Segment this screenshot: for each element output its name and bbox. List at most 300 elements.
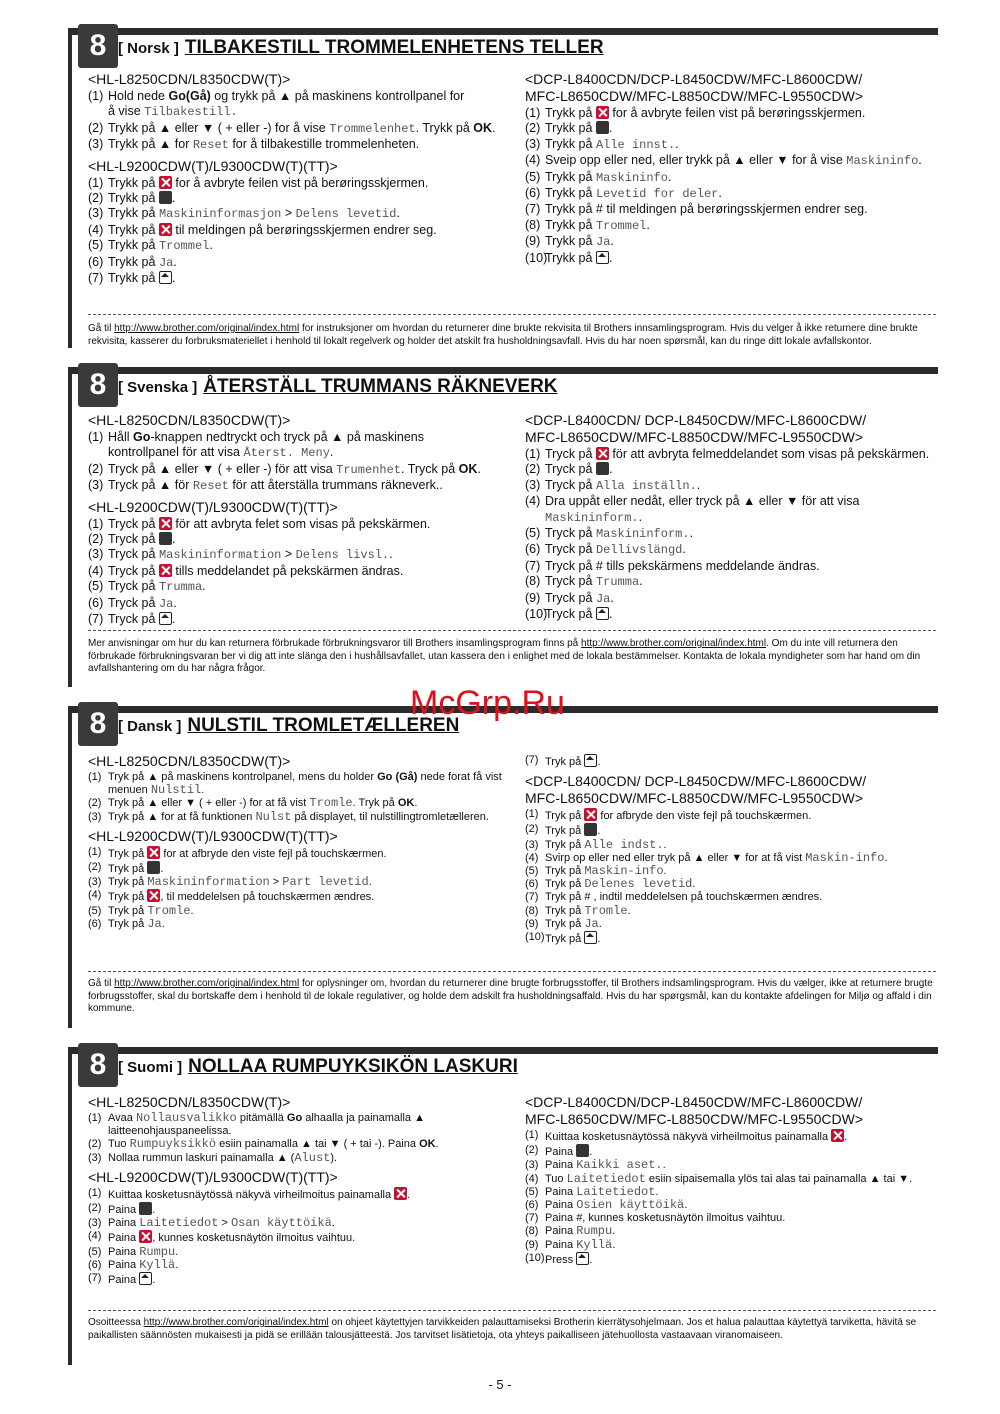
home-icon	[576, 1252, 589, 1265]
recycling-text: for instruksjoner om hvordan du returnerer dine brukte rekvisita til Brothers innsamlingsprogram. Hvis du velger å ikke returnere dine brukte rekvisita, kasserer du forbruksmateriellet i henhold til lokalt regelverk og holder det atskilt fra husholdningsavfall. Hvis du har noen spørsmål, kan du ringe ditt lokale avfallskontor.	[88, 323, 918, 347]
step-text	[108, 891, 374, 903]
step-text-part: Tryk på	[108, 904, 148, 917]
step-text	[108, 547, 393, 561]
cancel-x-icon	[159, 564, 172, 577]
cancel-x-icon	[159, 223, 172, 236]
step-text	[545, 494, 859, 508]
menu-icon	[139, 1202, 152, 1215]
step-number: (5)	[525, 169, 541, 184]
step-number: (6)	[88, 595, 104, 610]
section-left-border	[68, 706, 72, 1028]
step-text-part: , til meddelelsen på touchskærmen ændres.	[160, 891, 375, 904]
step-text-part: alhaalla ja painamalla ▲ laitteen	[108, 1112, 425, 1138]
display-text: Ja	[584, 916, 599, 931]
step-text	[545, 1159, 666, 1171]
step-text-part: Nollaa rummun laskuri painamalla ▲ (	[108, 1151, 295, 1164]
step-continuation	[143, 1125, 231, 1137]
step-text-part: .	[608, 607, 613, 622]
display-text: Dellivslängd	[595, 543, 683, 558]
brother-recycling-link[interactable]: http://www.brother.com/original/index.html	[143, 1317, 329, 1328]
step-badge: 8	[78, 1043, 118, 1087]
step-number: (10)	[525, 1251, 545, 1264]
step-text-part: Tryck på	[108, 516, 159, 531]
step-text	[545, 559, 820, 573]
step-text	[108, 848, 387, 860]
step-number: (9)	[525, 1238, 539, 1251]
instruction-step	[525, 251, 935, 266]
right-column	[525, 1095, 935, 1267]
step-text-part: .	[389, 547, 393, 562]
step-text-part: för att återställa trummans räkneverk..	[228, 478, 443, 493]
step-text-part: .	[608, 462, 613, 477]
display-text: Delens levetid	[295, 207, 397, 222]
recycling-note	[88, 638, 936, 676]
step-text	[545, 137, 679, 151]
step-text	[545, 918, 602, 930]
step-number: (6)	[525, 1199, 539, 1212]
instruction-step	[525, 1144, 935, 1159]
step-text	[545, 825, 600, 837]
instruction-step	[88, 612, 508, 627]
instruction-step	[88, 206, 508, 222]
instruction-step	[88, 255, 508, 271]
step-text-part: Trykk på	[545, 217, 596, 232]
instruction-step	[88, 223, 508, 238]
step-text-part: .	[368, 876, 372, 889]
step-text	[545, 1212, 785, 1224]
step-number: (10)	[525, 607, 548, 622]
instruction-step	[525, 153, 935, 169]
instruction-step	[88, 1202, 508, 1217]
step-number: (4)	[88, 1230, 102, 1243]
dashed-divider	[88, 314, 936, 315]
step-number: (3)	[88, 206, 104, 221]
display-text: Kaikki aset.	[576, 1158, 663, 1173]
step-text	[545, 462, 612, 476]
step-text-part: .	[663, 865, 667, 878]
step-text	[108, 176, 428, 190]
step-number: (7)	[525, 202, 541, 217]
instruction-step	[525, 931, 935, 946]
step-text-part: .	[414, 797, 418, 810]
step-text	[545, 447, 929, 461]
section-title	[118, 1056, 518, 1078]
model-heading: <HL-L8250CDN/L8350CDW(T)>	[88, 71, 291, 87]
step-text-part: Hold nede	[108, 89, 169, 103]
display-text: Rumpuyksikkö	[129, 1137, 217, 1152]
recycling-note	[88, 323, 936, 348]
step-text	[108, 771, 461, 783]
step-text-part: nede for	[417, 771, 461, 783]
step-text-part: .	[171, 612, 176, 627]
step-text	[545, 1146, 592, 1158]
instruction-step	[525, 918, 935, 931]
step-text-part: Tryk på	[108, 847, 148, 860]
step-number: (6)	[525, 878, 539, 891]
step-number: (3)	[88, 478, 104, 493]
instruction-step	[525, 218, 935, 234]
step-text-part: Tryk på # , indtil meddelelsen på touchskærmen ændres.	[545, 891, 823, 904]
instruction-step	[88, 547, 508, 563]
step-text-part: .	[331, 1217, 335, 1230]
step-text-part: .	[639, 574, 643, 589]
step-text-part: Trykk på	[108, 222, 159, 237]
step-text-part: Tryck på ▲ för	[108, 478, 193, 493]
home-icon	[596, 251, 609, 264]
instruction-step	[525, 878, 935, 891]
step-bold-key: OK	[419, 1138, 436, 1151]
instruction-step	[525, 234, 935, 250]
instruction-step	[525, 754, 935, 769]
step-text-part: Tryck på	[108, 612, 159, 627]
instruction-step	[88, 811, 508, 824]
language-section	[68, 28, 938, 348]
step-number: (3)	[525, 1159, 539, 1172]
step-text-part: Tryck på	[545, 607, 596, 622]
model-heading: <HL-L8250CDN/L8350CDW(T)>	[88, 753, 291, 769]
step-text	[545, 542, 686, 556]
step-text	[108, 876, 372, 888]
cancel-x-icon	[394, 1187, 407, 1200]
step-text-part: .	[190, 904, 194, 917]
display-text: Trumma	[158, 580, 203, 595]
instruction-step	[88, 771, 508, 797]
display-text: Nulstil	[150, 783, 202, 798]
step-text-part: Svirp op eller ned eller tryk på ▲ eller ▼ for at få vist	[545, 851, 806, 864]
display-text: Trommel	[158, 239, 210, 254]
menu-icon	[576, 1144, 589, 1157]
step-number: (1)	[88, 771, 102, 783]
step-number: (8)	[525, 574, 541, 589]
instruction-step	[88, 1187, 508, 1202]
instruction-step	[525, 1239, 935, 1252]
step-badge: 8	[78, 702, 118, 746]
step-text	[108, 223, 437, 237]
recycling-note	[88, 978, 936, 1016]
step-text-part: kontrollpanel för att visa	[108, 445, 244, 460]
model-heading: MFC-L8650CDW/MFC-L8850CDW/MFC-L9550CDW>	[525, 1111, 864, 1127]
step-text-part: Tryck på # tills pekskärmens meddelande ändras.	[545, 558, 820, 573]
step-text	[108, 1274, 155, 1286]
recycling-text: Gå til	[88, 323, 115, 334]
step-text-part: Trykk på # til meldingen på berøringsskjermen endrer seg.	[545, 202, 868, 217]
watermark: McGrp.Ru	[410, 684, 565, 722]
step-text-part: >	[281, 547, 296, 562]
step-number: (5)	[88, 1245, 102, 1258]
step-number: (5)	[88, 579, 104, 594]
step-text-part: . Tryk på	[352, 797, 398, 810]
step-text-part: .	[173, 254, 177, 269]
step-number: (7)	[88, 271, 104, 286]
dashed-divider	[88, 1310, 936, 1311]
display-text: Kyllä	[139, 1257, 176, 1272]
step-text-part: .	[612, 1225, 616, 1238]
step-text-part: Paina	[108, 1274, 140, 1287]
instruction-step	[88, 1272, 508, 1287]
display-text: Ja	[595, 591, 611, 606]
instruction-step	[525, 1252, 935, 1267]
step-text	[108, 564, 403, 578]
step-text-part: .	[692, 878, 696, 891]
step-continuation	[545, 510, 935, 526]
step-text-part: og trykk på ▲ på maskinens kontrollpanel for	[210, 89, 465, 103]
step-text-part: Tryck på	[545, 590, 596, 605]
left-column	[88, 413, 508, 627]
step-text-part: tills meddelandet på pekskärmen ändras.	[171, 563, 404, 578]
step-text-part: .	[718, 186, 722, 201]
step-number: (8)	[525, 217, 541, 232]
step-text-part: .	[598, 917, 602, 930]
step-text	[545, 234, 614, 248]
section-title	[118, 715, 459, 737]
display-text: Delens livsl.	[295, 548, 390, 563]
display-text: Nulst	[255, 809, 292, 824]
step-text	[545, 106, 865, 120]
instruction-step	[525, 559, 935, 574]
step-text-part: .	[202, 579, 206, 594]
menu-icon	[584, 823, 597, 836]
step-text	[108, 1152, 337, 1164]
step-text-part: Paina	[545, 1238, 577, 1251]
brother-recycling-link[interactable]: http://www.brother.com/original/index.html	[114, 323, 300, 334]
step-text-part: Tryck på	[545, 462, 596, 477]
step-text-part: .	[844, 1131, 848, 1143]
step-text-part: .	[407, 1188, 411, 1201]
step-text-part: .	[918, 153, 922, 168]
instruction-step	[88, 462, 508, 478]
home-icon	[584, 931, 597, 944]
step-text	[108, 579, 206, 593]
step-text	[545, 810, 811, 822]
home-icon	[584, 754, 597, 767]
step-text-part: .	[161, 917, 165, 930]
step-text-part: Tryk på ▲ for at få funktionen	[108, 810, 256, 823]
step-text-part: Tryk på	[545, 838, 585, 851]
step-number: (1)	[88, 430, 104, 444]
step-text-part: Paina	[108, 1232, 140, 1245]
instruction-step	[88, 137, 508, 153]
instruction-step	[88, 846, 508, 861]
instruction-step	[88, 889, 508, 904]
step-text	[545, 1131, 847, 1143]
step-text-part: .	[638, 509, 643, 524]
instruction-step	[88, 564, 508, 579]
step-text-part: Tryck på	[545, 447, 596, 461]
step-number: (3)	[88, 876, 102, 889]
display-text: Rumpu	[576, 1224, 613, 1239]
display-text: Tilbakestill.	[144, 105, 238, 120]
right-column	[525, 72, 935, 266]
instruction-step	[525, 106, 935, 121]
step-text-part: Tryk på	[545, 904, 585, 917]
step-number: (4)	[88, 222, 104, 237]
step-text-part: .	[646, 217, 650, 232]
model-heading: <HL-L8250CDN/L8350CDW(T)>	[88, 1094, 291, 1110]
step-text-part: Tryk på	[545, 810, 585, 823]
step-text-part: Tryck på	[108, 547, 159, 562]
step-number: (4)	[88, 563, 104, 578]
left-column	[88, 1095, 508, 1287]
step-text-part: .	[396, 206, 400, 221]
instruction-step	[525, 607, 935, 622]
cancel-x-icon	[159, 176, 172, 189]
display-text: Trumma	[595, 575, 640, 590]
instruction-step	[525, 591, 935, 607]
step-text-part: för att avbryta felet som visas på pekskärmen.	[171, 516, 431, 531]
step-text-part: for å tilbakestille trommelenheten.	[228, 137, 420, 152]
step-number: (2)	[88, 461, 104, 476]
step-text-part: .	[684, 1199, 688, 1212]
brother-recycling-link[interactable]: http://www.brother.com/original/index.html	[114, 978, 300, 989]
display-text: Ja	[158, 255, 174, 270]
display-text: Rumpu	[139, 1244, 176, 1259]
step-number: (1)	[88, 1112, 102, 1124]
step-text-part: Tryck på	[108, 532, 159, 547]
step-text-part: Paina	[108, 1217, 140, 1230]
step-text-part: Tryk på	[545, 878, 585, 891]
step-text-part: Paina	[545, 1159, 577, 1172]
instruction-step	[88, 1112, 508, 1138]
instruction-step	[88, 1259, 508, 1272]
instruction-step	[525, 462, 935, 477]
step-text-part: tromletælleren.	[415, 810, 489, 823]
instruction-step	[525, 186, 935, 202]
step-text	[545, 891, 822, 903]
brother-recycling-link[interactable]: http://www.brother.com/original/index.html	[581, 638, 767, 649]
step-text-part: ohjauspaneelissa.	[143, 1125, 232, 1138]
recycling-note	[88, 1317, 936, 1342]
display-text: Alle innst.	[595, 137, 676, 152]
step-text	[545, 1186, 658, 1198]
display-text: Trommelenhet	[329, 121, 416, 136]
step-text-part: Tryck på	[545, 526, 596, 541]
home-icon	[159, 271, 172, 284]
step-text	[108, 206, 400, 220]
step-bold-key: Go(Gå)	[168, 89, 211, 103]
step-text-part: Trykk på ▲ eller ▼ ( + eller -) for å vise	[108, 120, 330, 135]
instruction-step	[525, 808, 935, 823]
step-text-part: .	[175, 1258, 179, 1271]
step-text	[545, 878, 695, 890]
display-text: Maskin-info	[584, 864, 664, 879]
model-heading: <DCP-L8400CDN/DCP-L8450CDW/MFC-L8600CDW/	[525, 1094, 863, 1110]
step-number: (6)	[525, 186, 541, 201]
step-number: (3)	[88, 547, 104, 562]
recycling-text: Gå til	[88, 978, 115, 989]
step-number: (7)	[525, 558, 541, 573]
step-text-part: Sveip opp eller ned, eller trykk på ▲ eller ▼ for å vise	[545, 153, 847, 168]
step-number: (3)	[525, 838, 539, 851]
step-text-part: Tryck på	[545, 574, 596, 589]
step-text	[108, 517, 430, 531]
instruction-step	[88, 1230, 508, 1245]
display-text: Maskininformation	[147, 875, 270, 890]
step-text	[545, 170, 671, 184]
step-continuation	[108, 104, 508, 120]
step-text	[108, 121, 496, 135]
instruction-step	[525, 1199, 935, 1212]
step-number: (8)	[525, 904, 539, 917]
language-section	[68, 367, 938, 687]
step-text-part: .	[152, 1274, 156, 1287]
section-heading: ÅTERSTÄLL TRUMMANS RÄKNEVERK	[203, 376, 558, 397]
display-text: Alust	[294, 1150, 331, 1165]
step-text-part: Kuittaa kosketusnäytössä näkyvä virheilmoitus painamalla	[108, 1188, 395, 1201]
instruction-step	[88, 430, 508, 462]
instruction-step	[525, 137, 935, 153]
step-text	[545, 478, 700, 492]
step-number: (10)	[525, 250, 548, 265]
instruction-step	[88, 271, 508, 286]
section-left-border	[68, 1047, 72, 1365]
step-number: (3)	[88, 810, 102, 823]
step-text-part: .	[152, 1204, 156, 1217]
step-text	[108, 238, 213, 252]
step-text-part: å vise	[108, 104, 145, 119]
step-bold-key: Go (Gå)	[377, 771, 418, 783]
section-heading: NOLLAA RUMPUYKSIKÖN LASKURI	[188, 1056, 518, 1077]
step-number: (2)	[525, 462, 541, 477]
display-text: Reset	[192, 138, 229, 153]
step-number: (1)	[525, 447, 541, 461]
step-text	[545, 852, 888, 864]
instruction-step	[525, 542, 935, 558]
step-text	[108, 811, 416, 823]
step-text-part: .	[610, 590, 614, 605]
cancel-x-icon	[831, 1129, 844, 1142]
section-heading: TILBAKESTILL TROMMELENHETENS TELLER	[184, 37, 604, 58]
step-text	[108, 797, 417, 809]
step-text-part: .	[612, 1238, 616, 1251]
step-text-part: ).	[330, 1151, 338, 1164]
step-text-part: .	[589, 1146, 593, 1159]
instruction-step	[88, 532, 508, 547]
step-number: (3)	[525, 477, 541, 492]
step-text-part: Tryck på	[545, 477, 596, 492]
step-text	[108, 1217, 335, 1229]
display-text: Ja	[595, 235, 611, 250]
left-column	[88, 754, 508, 931]
step-text	[108, 863, 163, 875]
step-number: (5)	[525, 526, 541, 541]
step-number: (1)	[88, 175, 104, 190]
display-text: Osan käyttöikä	[230, 1216, 332, 1231]
display-text: Tromle	[147, 903, 191, 918]
step-text-part: . Tryck på	[400, 461, 459, 476]
step-text-part: Paina	[545, 1199, 577, 1212]
model-heading: <DCP-L8400CDN/DCP-L8450CDW/MFC-L8600CDW/	[525, 71, 863, 87]
step-text	[108, 478, 443, 492]
step-text-part: Trykk på	[108, 271, 159, 286]
step-number: (1)	[88, 89, 104, 103]
step-number: (8)	[525, 1225, 539, 1238]
step-text	[108, 430, 424, 444]
display-text: Laitetiedot	[576, 1184, 656, 1199]
step-text	[545, 526, 693, 540]
step-number: (2)	[525, 823, 539, 836]
step-number: (5)	[525, 865, 539, 878]
display-text: Ja	[158, 596, 174, 611]
step-number: (6)	[88, 1258, 102, 1271]
step-text-part: .	[884, 851, 888, 864]
step-number: (2)	[88, 532, 104, 547]
step-text-part: .	[675, 136, 679, 151]
display-text: Osien käyttöikä	[576, 1198, 685, 1213]
step-text	[545, 1225, 615, 1237]
step-text-part: Tryk på	[108, 917, 148, 930]
step-text-part: .	[160, 863, 164, 876]
step-text	[108, 1246, 178, 1258]
